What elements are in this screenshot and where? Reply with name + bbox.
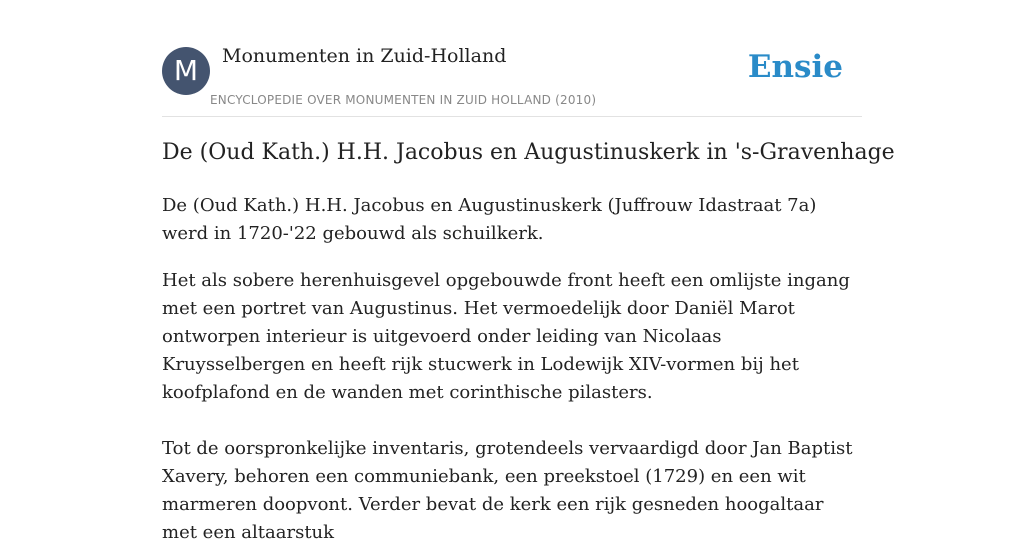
- brand-logo[interactable]: Ensie: [747, 49, 843, 85]
- article-title: De (Oud Kath.) H.H. Jacobus en Augustinuskerk in 's-Gravenhage: [162, 140, 895, 165]
- article-paragraph-1: De (Oud Kath.) H.H. Jacobus en Augustinuskerk (Juffrouw Idastraat 7a) werd in 1720-'22 gebouwd als schuilkerk.: [162, 195, 817, 244]
- site-header: [162, 0, 862, 117]
- avatar[interactable]: M: [162, 47, 210, 95]
- article-paragraph-2: Het als sobere herenhuisgevel opgebouwde front heeft een omlijste ingang met een portret van Augustinus. Het vermoedelijk door Daniël Marot ontworpen interieur is uitgevoerd onder leiding van Nicolaas Kruysselbergen en heeft rijk stucwerk in Lodewijk XIV-vormen bij het koofplafond en de wanden met corinthische pilasters. Tot de oorspronkelijke inventaris, grotendeels vervaardigd door Jan Baptist Xavery, behoren een communiebank, een preekstoel (1729) en een wit marmeren doopvont. Verder bevat de kerk een rijk gesneden hoogaltaar met een altaarstuk: [162, 270, 853, 543]
- page: [162, 0, 895, 543]
- site-title[interactable]: Monumenten in Zuid-Holland: [222, 45, 507, 67]
- site-subtitle: ENCYCLOPEDIE OVER MONUMENTEN IN ZUID HOLLAND (2010): [210, 93, 597, 107]
